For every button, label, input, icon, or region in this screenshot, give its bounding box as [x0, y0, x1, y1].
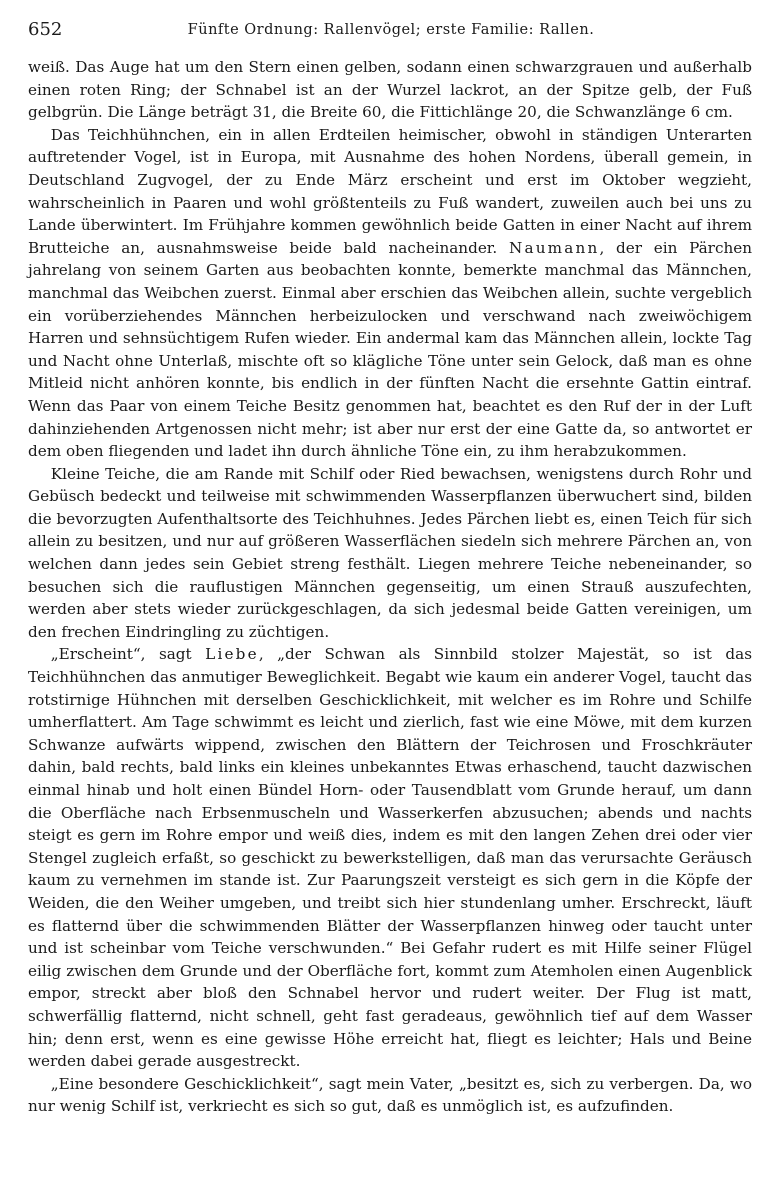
text-run: , „der Schwan als Sinnbild stolzer Majestät, so ist das Teichhühnchen das anmutiger Beweglichkeit. Begabt wie kaum ein anderer Vogel, taucht das rotstirnige Hühnchen mit derselben Geschicklichkeit, mit welcher es im Rohre und Schilfe umherflattert. Am Tage schwimmt es leicht und zierlich, fast wie eine Möwe, mit dem kurzen Schwanze aufwärts wippend, zwischen den Blättern der Teichrosen und Froschkräuter dahin, bald rechts, bald links ein kleines unbekanntes Etwas erhaschend, taucht dazwischen einmal hinab und holt einen Bündel Horn- oder Tausendblatt vom Grunde herauf, um dann die Oberfläche nach Erbsenmuscheln und Wasserkerfen abzusuchen; abends und nachts steigt es gern im Rohre empor und weiß dies, indem es mit den langen Zehen drei oder vier Stengel zugleich erfaßt, so geschickt zu bewerkstelligen, daß man das verursachte Geräusch kaum zu vernehmen im stande ist. Zur Paarungszeit versteigt es sich gern in die Köpfe der Weiden, die den Weiher umgeben, und treibt sich hier stundenlang umher. Erschreckt, läuft es flatternd über die schwimmenden Blätter der Wasserpflanzen hinweg oder taucht unter und ist scheinbar vom Teiche verschwunden.“ Bei Gefahr rudert es mit Hilfe seiner Flügel eilig zwischen dem Grunde und der Oberfläche fort, kommt zum Atemholen einen Augenblick empor, streckt aber bloß den Schnabel hervor und rudert weiter. Der Flug ist matt, schwerfällig flatternd, nicht schnell, geht fast geradeaus, gewöhnlich tief auf dem Wasser hin; denn erst, wenn es eine gewisse Höhe erreicht hat, fliegt es leichter; Hals und Beine werden dabei gerade ausgestreckt. [28, 645, 753, 1071]
paragraph: Kleine Teiche, die am Rande mit Schilf oder Ried bewachsen, wenigstens durch Rohr und Gebüsch bedeckt und teilweise mit schwimmenden Wasserpflanzen überwuchert sind, bilden die bevorzugten Aufenthaltsorte des Teichhuhnes. Jedes Pärchen liebt es, einen Teich für sich allein zu besitzen, und nur auf größeren Wasserflächen siedeln sich mehrere Pärchen an, von welchen dann jedes sein Gebiet streng festhält. Liegen mehrere Teiche nebeneinander, so besuchen sich die rauflustigen Männchen gegenseitig, um einen Strauß auszufechten, werden aber stets wieder zurückgeschlagen, da sich jedesmal beide Gatten vereinigen, um den frechen Eindringling zu züchtigen. [28, 464, 752, 641]
body-text [28, 56, 752, 1118]
text-run: , der ein Pärchen jahrelang von seinem Garten aus beobachten konnte, bemerkte manchmal das Männchen, manchmal das Weibchen zuerst. Einmal aber erschien das Weibchen allein, suchte vergeblich ein vorüberziehendes Männchen herbeizulocken und verschwand nach zweiwöchigem Harren und sehnsüchtigem Rufen wieder. Ein andermal kam das Männchen allein, lockte Tag und Nacht ohne Unterlaß, mischte oft so klägliche Töne unter sein Gelock, daß man es ohne Mitleid nicht anhören konnte, bis endlich in der fünften Nacht die ersehnte Gattin eintraf. Wenn das Paar von einem Teiche Besitz genommen hat, beachtet es den Ruf der in der Luft dahinziehenden Artgenossen nicht mehr; ist aber nur erst der eine Gatte da, so antwortet er dem oben fliegenden und ladet ihn durch ähnliche Töne ein, zu ihm herabzukommen. [28, 238, 752, 461]
text-run: „Erscheint“, sagt [50, 645, 192, 664]
paragraph [28, 124, 752, 463]
paragraph [28, 643, 752, 1072]
author-name: Naumann [508, 238, 600, 257]
page-number: 652 [28, 19, 63, 40]
running-head: Fünfte Ordnung: Rallenvögel; erste Familie: Rallen. [187, 22, 595, 38]
text-run: Das Teichhühnchen, ein in allen Erdteilen heimischer, obwohl in ständigen Unterarten auftretender Vogel, ist in Europa, mit Ausnahme des hohen Nordens, überall gemein, in Deutschland Zugvogel, der zu Ende März erscheint und erst im Oktober wegzieht, wahrscheinlich in Paaren und wohl größtenteils zu Fuß wandert, zuweilen auch bei uns zu Lande überwintert. Im Frühjahre kommen gewöhnlich beide Gatten in einer Nacht auf ihrem Brutteiche an, ausnahmsweise beide bald nacheinander. [28, 125, 752, 257]
paragraph: weiß. Das Auge hat um den Stern einen gelben, sodann einen schwarzgrauen und außerhalb einen roten Ring; der Schnabel ist an der Wurzel lackrot, an der Spitze gelb, der Fuß gelbgrün. Die Länge beträgt 31, die Breite 60, die Fittichlänge 20, die Schwanzlänge 6 cm. [28, 58, 752, 122]
author-name: Liebe [205, 645, 259, 664]
page-header [28, 18, 754, 42]
paragraph: „Eine besondere Geschicklichkeit“, sagt mein Vater, „besitzt es, sich zu verbergen. Da, wo nur wenig Schilf ist, verkriecht es sich so gut, daß es unmöglich ist, es aufzufinden. [28, 1074, 752, 1116]
